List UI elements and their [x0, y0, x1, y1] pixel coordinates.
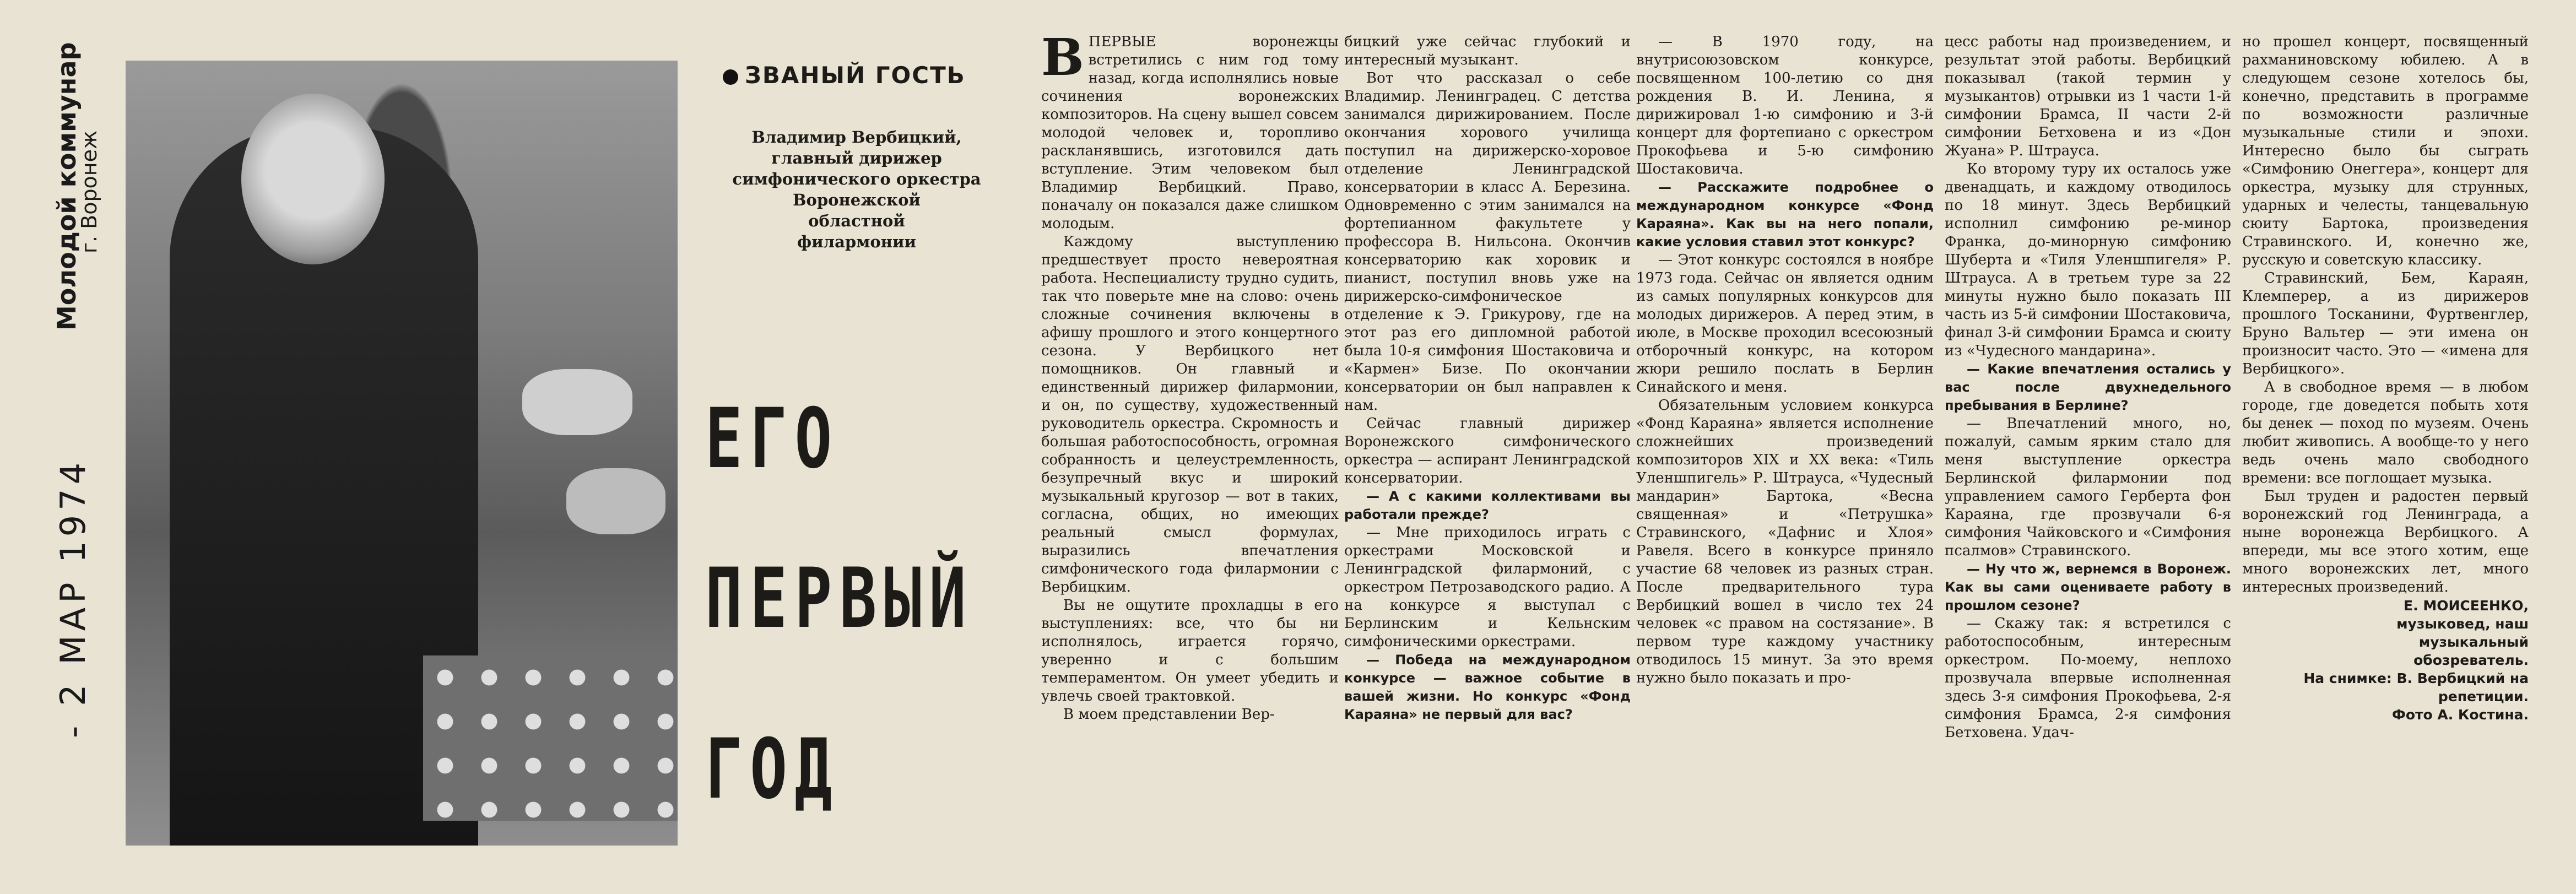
author-signature: Е. МОИСЕЕНКО,: [2404, 598, 2529, 614]
lead-caption: [711, 127, 1003, 252]
photo-credit: Фото А. Костина.: [2392, 707, 2529, 723]
rubric: [723, 62, 966, 89]
conductor-hand-lower: [566, 468, 665, 534]
article-paragraph: В моем представлении Вер-: [1063, 706, 1275, 723]
article-paragraph: ВПЕРВЫЕ воронежцы встретились с ним год тому назад, когда исполнялись новые сочинения воронежских композиторов. На сцену вышел совсем молодой человек и, торопливо раскланявшись, изготовился дать вступление. Этим человеком был Владимир Вербицкий. Право, поначалу он показался даже слишком молодым.: [1041, 33, 1339, 232]
author-signature: музыковед, наш: [2396, 616, 2529, 632]
lead-line: Воронежской: [793, 191, 921, 209]
date-stamp: - 2 МАР 1974: [53, 458, 93, 738]
article-paragraph: — В 1970 году, на внутрисоюзовском конкурсе, посвященном 100-летию со дня рождения В. И. Ленина, я дирижировал 1-ю симфонию и 3-й концерт для фортепиано с оркестром Прокофьева и 5-ю симфонию Шостаковича.: [1636, 34, 1934, 177]
drop-cap: В: [1041, 33, 1084, 87]
rubric-label: ЗВАНЫЙ ГОСТЬ: [745, 62, 966, 89]
lead-line: главный дирижер: [771, 149, 942, 167]
photo-caption: На снимке: В. Вербицкий на репетиции.: [2303, 670, 2529, 705]
article-column-2: [1344, 33, 1631, 870]
article-column-4: [1945, 33, 2231, 870]
article-paragraph: — Впечатлений много, но, пожалуй, самым ярким стало для меня выступление оркестра Берлинской филармонии под управлением самого Герберта фон Караяна, где прозвучали 6-я симфония Чайковского и «Симфония псалмов» Стравинского.: [1945, 415, 2231, 559]
article-paragraph: Сейчас главный дирижер Воронежского симфонического оркестра — аспирант Ленинградской консерватории.: [1344, 415, 1631, 486]
author-signature: музыкальный: [2418, 634, 2529, 650]
article-column-1: [1041, 33, 1339, 870]
article-paragraph: Стравинский, Бем, Караян, Клемперер, а из дирижеров прошлого Тосканини, Фуртвенглер, Бруно Вальтер — эти имена он произносит часто. Это — «имена для Вербицкого».: [2242, 270, 2529, 377]
article-paragraph: Ко второму туру их осталось уже двенадцать, и каждому отводилось по 18 минут. Здесь Вербицкий исполнил симфонию ре-минор Франка, до-минорную симфонию Шуберта и «Тиля Уленшпигеля» Р. Штрауса. А в третьем туре за 22 минуты нужно было показать III часть из 5-й симфонии Шостаковича, финал 3-й симфонии Брамса и сюиту из «Чудесного мандарина».: [1945, 161, 2231, 359]
lead-line: Владимир Вербицкий,: [751, 128, 962, 147]
article-paragraph: Вы не ощутите прохладцы в его выступлениях: все, что бы ни исполнялось, играется горячо, уверенно и с большим темпераментом. Он умеет убедить и увлечь своей трактовкой.: [1041, 597, 1339, 705]
article-paragraph: — Мне приходилось играть с оркестрами Московской и Ленинградской филармоний, с оркестром Петрозаводского радио. А на конкурсе я выступал с Берлинским и Кельнским симфоническими оркестрами.: [1344, 524, 1631, 650]
newspaper-name: Молодой коммунар: [52, 42, 82, 330]
article-paragraph: бицкий уже сейчас глубокий и интересный музыкант.: [1344, 34, 1631, 68]
headline-word: ПЕРВЫЙ: [705, 551, 974, 647]
interview-question: — Расскажите подробнее о международном конкурсе «Фонд Караяна». Как вы на него попали, какие условия ставил этот конкурс?: [1636, 180, 1934, 250]
article-paragraph: — Этот конкурс состоялся в ноябре 1973 года. Сейчас он является одним из самых популярных конкурсов для молодых дирижеров. А перед этим, в июле, в Москве проходил всесоюзный отборочный конкурс, на котором жюри решило послать в Берлин Синайского и меня.: [1636, 252, 1934, 395]
lead-line: симфонического оркестра: [732, 170, 981, 188]
article-paragraph: Был труден и радостен первый воронежский год Ленинграда, а ныне воронежца Вербицкого. А впереди, мы все этого хотим, еще много воронежских лет, много интересных произведений.: [2242, 488, 2529, 595]
conductor-head: [241, 94, 385, 264]
interview-question: — Какие впечатления остались у вас после двухнедельного пребывания в Берлине?: [1945, 361, 2231, 413]
article-paragraph: Вот что рассказал о себе Владимир. Ленинградец. С детства занимался дирижированием. После окончания хорового училища поступил на дирижерско-хоровое отделение Ленинградской консерватории в класс А. Березина. Одновременно с этим занимался на фортепианном факультете у профессора В. Нильсона. Окончив консерваторию как хоровик и пианист, поступил вновь уже на дирижерско-симфоническое отделение к Э. Грикурову, где на этот раз его дипломной работой была 10-я симфония Шостаковича и «Кармен» Бизе. По окончании консерватории он был направлен к нам.: [1344, 70, 1631, 414]
lead-line: филармонии: [797, 232, 916, 251]
bullet-icon: [723, 69, 738, 85]
interview-question: — Ну что ж, вернемся в Воронеж. Как вы сами оцениваете работу в прошлом сезоне?: [1945, 561, 2231, 613]
author-signature: обозреватель.: [2413, 652, 2529, 668]
city-stamp: г. Воронеж: [77, 130, 101, 253]
headline-word: ГОД: [705, 722, 840, 817]
orchestra-background: [423, 655, 678, 821]
interview-question: — А с какими коллективами вы работали прежде?: [1344, 489, 1631, 522]
interview-question: — Победа на международном конкурсе — важное событие в вашей жизни. Но конкурс «Фонд Караяна» не первый для вас?: [1344, 652, 1631, 722]
article-paragraph: Каждому выступлению предшествует просто невероятная работа. Неспециалисту трудно судить, так что поверьте мне на слово: очень сложные сочинения включены в афишу прошлого и этого концертного сезона. У Вербицкого нет помощников. Он главный и единственный дирижер филармонии, и он, по существу, художественный руководитель оркестра. Скромность и большая работоспособность, огромная собранность и целеустремленность, безупречный вкус и широкий музыкальный кругозор — вот в таких, согласна, общих, но имеющих реальный смысл формулах, выразились впечатления симфонического года филармонии с Вербицким.: [1041, 234, 1339, 595]
conductor-hand-upper: [522, 369, 632, 435]
article-paragraph: Обязательным условием конкурса «Фонд Караяна» является исполнение сложнейших произведений композиторов XIX и XX века: «Тиль Уленшпигель» Р. Штрауса, «Чудесный мандарин» Бартока, «Весна священная» и «Петрушка» Стравинского, «Дафнис и Хлоя» Равеля. Всего в конкурсе приняло участие 68 человек из разных стран. После предварительного тура Вербицкий вошел в число тех 24 человек «с правом на состязание». В первом туре каждому участнику отводилось 15 минут. За это время нужно было показать и про-: [1636, 397, 1934, 686]
margin-annotation: [17, 22, 101, 881]
article-column-5: [2242, 33, 2529, 870]
article-paragraph: но прошел концерт, посвященный рахманиновскому юбилею. А в следующем сезоне хотелось бы, конечно, представить в программе по возможности различные музыкальные стили и эпохи. Интересно было бы сыграть «Симфонию Онеггера», концерт для оркестра, музыку для струнных, ударных и челесты, танцевальную сюиту Бартока, произведения Стравинского. И, конечно же, русскую и советскую классику.: [2242, 34, 2529, 268]
article-paragraph: А в свободное время — в любом городе, где доведется побыть хотя бы денек — поход по музеям. Очень любит живопись. А вообще-то у него ведь очень мало свободного времени: все поглощает музыка.: [2242, 379, 2529, 486]
article-column-3: [1636, 33, 1934, 870]
article-paragraph: — Скажу так: я встретился с работоспособным, интересным оркестром. По-моему, неплохо прозвучала впервые исполненная здесь 3-я симфония Прокофьева, 2-я симфония Брамса, 2-я симфония Бетховена. Удач-: [1945, 615, 2231, 741]
lead-line: областной: [808, 212, 905, 230]
conductor-photo: [126, 61, 678, 846]
headline-word: ЕГО: [705, 391, 840, 487]
article-paragraph: цесс работы над произведением, и результат этой работы. Вербицкий показывал (такой термин у музыкантов) отрывки из 1 части 1-й симфонии Брамса, II части 2-й симфонии Бетховена и из «Дон Жуана» Р. Штрауса.: [1945, 34, 2231, 159]
